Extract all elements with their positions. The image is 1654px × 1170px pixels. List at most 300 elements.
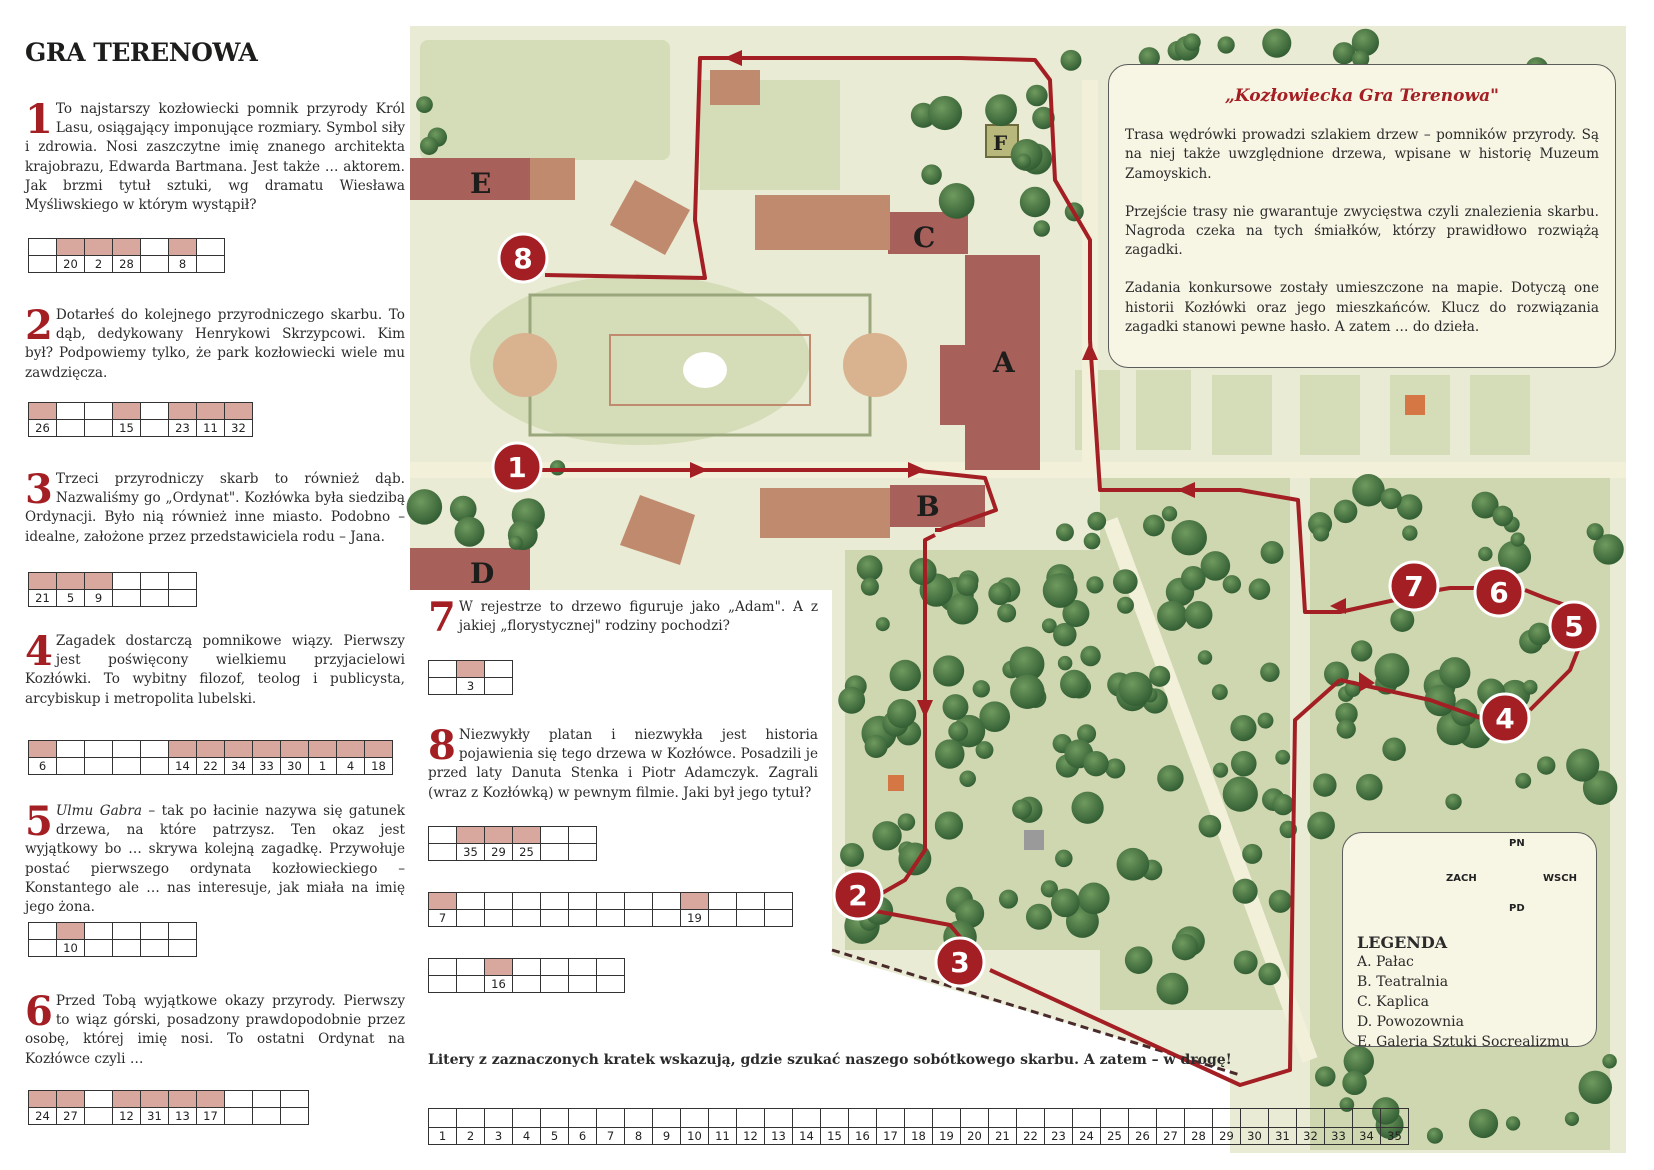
tree-icon: [943, 694, 969, 720]
final-letter-cell[interactable]: [877, 1109, 905, 1128]
number-cell: 17: [197, 1108, 225, 1125]
tree-icon: [1528, 623, 1551, 646]
number-cell: 22: [197, 758, 225, 775]
final-number-cell: 15: [821, 1128, 849, 1145]
letter-cell[interactable]: [485, 959, 513, 976]
letter-cell[interactable]: [85, 239, 113, 256]
letter-cell[interactable]: [429, 959, 457, 976]
route-stop-4: [1481, 694, 1529, 742]
letter-cell[interactable]: [485, 893, 513, 910]
final-letter-cell[interactable]: [681, 1109, 709, 1128]
tree-icon: [1249, 578, 1271, 600]
letter-cell[interactable]: [141, 923, 169, 940]
svg-text:6: 6: [1489, 576, 1509, 609]
question-number: 2: [25, 302, 53, 349]
letter-cell[interactable]: [141, 1091, 169, 1108]
question-5: [25, 798, 405, 917]
letter-cell[interactable]: [309, 741, 337, 758]
answer-grid-q5: [28, 922, 197, 957]
final-letter-cell[interactable]: [933, 1109, 961, 1128]
question-text: Dotarłeś do kolejnego przyrodniczego skarbu. To dąb, dedykowany Henrykowi Skrzypcowi. Kim był? Podpowiemy tylko, że park kozłowiecki wiele mu zawdzięcza.: [25, 307, 405, 381]
tree-icon: [898, 813, 915, 830]
final-number-cell: 28: [1185, 1128, 1213, 1145]
number-cell: 34: [225, 758, 253, 775]
legend-item-d: D. Powozownia: [1357, 1014, 1464, 1030]
final-number-cell: 32: [1297, 1128, 1325, 1145]
final-letter-cell[interactable]: [1353, 1109, 1381, 1128]
letter-cell[interactable]: [169, 923, 197, 940]
tree-icon: [1217, 36, 1234, 53]
final-number-cell: 35: [1381, 1128, 1409, 1145]
tree-icon: [840, 843, 864, 867]
tree-icon: [1125, 946, 1153, 974]
letter-cell[interactable]: [197, 741, 225, 758]
number-cell: [513, 910, 541, 927]
tree-icon: [1185, 601, 1213, 629]
tree-icon: [1223, 777, 1258, 812]
final-letter-cell[interactable]: [905, 1109, 933, 1128]
tree-icon: [1523, 680, 1538, 695]
route-stop-8: [499, 234, 547, 282]
tree-icon: [1071, 792, 1103, 824]
final-letter-cell[interactable]: [737, 1109, 765, 1128]
letter-cell[interactable]: [365, 741, 393, 758]
number-cell: 24: [29, 1108, 57, 1125]
tree-icon: [861, 578, 879, 596]
letter-A: A: [993, 346, 1015, 379]
letter-cell[interactable]: [281, 741, 309, 758]
letter-cell[interactable]: [569, 959, 597, 976]
letter-cell[interactable]: [253, 741, 281, 758]
number-cell: [141, 940, 169, 957]
final-number-cell: 4: [513, 1128, 541, 1145]
final-letter-cell[interactable]: [1157, 1109, 1185, 1128]
answer-grid-q6: [28, 1090, 309, 1125]
final-number-cell: 24: [1073, 1128, 1101, 1145]
tree-icon: [1602, 1054, 1617, 1069]
number-cell: 10: [57, 940, 85, 957]
letter-cell[interactable]: [57, 239, 85, 256]
final-letter-cell[interactable]: [653, 1109, 681, 1128]
final-letter-cell[interactable]: [1017, 1109, 1045, 1128]
final-number-cell: 34: [1353, 1128, 1381, 1145]
tree-icon: [887, 699, 916, 728]
tree-icon: [1275, 750, 1290, 765]
letter-cell[interactable]: [429, 893, 457, 910]
final-letter-cell[interactable]: [429, 1109, 457, 1128]
number-cell: [765, 910, 793, 927]
tree-icon: [956, 574, 978, 596]
letter-cell[interactable]: [253, 1091, 281, 1108]
letter-cell[interactable]: [457, 661, 485, 678]
route-stop-2: [834, 871, 882, 919]
letter-cell[interactable]: [29, 403, 57, 420]
letter-cell[interactable]: [569, 893, 597, 910]
tree-icon: [1261, 541, 1284, 564]
number-cell: [541, 976, 569, 993]
number-cell: 11: [197, 420, 225, 437]
final-letter-cell[interactable]: [625, 1109, 653, 1128]
tree-icon: [1033, 220, 1050, 237]
number-cell: [457, 976, 485, 993]
tree-icon: [1313, 525, 1329, 541]
letter-cell[interactable]: [57, 923, 85, 940]
number-cell: 7: [429, 910, 457, 927]
letter-cell[interactable]: [57, 741, 85, 758]
compass-south-label: PD: [1509, 903, 1525, 914]
letter-cell[interactable]: [513, 827, 541, 844]
tree-icon: [1162, 506, 1177, 521]
number-cell: [85, 420, 113, 437]
final-number-cell: 33: [1325, 1128, 1353, 1145]
final-number-cell: 2: [457, 1128, 485, 1145]
tree-icon: [1356, 774, 1383, 801]
number-cell: [29, 256, 57, 273]
final-letter-cell[interactable]: [1241, 1109, 1269, 1128]
tree-icon: [1333, 42, 1355, 64]
tree-icon: [1051, 888, 1080, 917]
letter-cell[interactable]: [513, 959, 541, 976]
letter-cell[interactable]: [485, 827, 513, 844]
number-cell: [141, 420, 169, 437]
final-letter-cell[interactable]: [1045, 1109, 1073, 1128]
letter-cell[interactable]: [197, 239, 225, 256]
final-letter-cell[interactable]: [821, 1109, 849, 1128]
final-number-cell: 23: [1045, 1128, 1073, 1145]
letter-cell[interactable]: [29, 573, 57, 590]
final-number-cell: 30: [1241, 1128, 1269, 1145]
tree-icon: [959, 770, 976, 787]
final-number-cell: 19: [933, 1128, 961, 1145]
letter-cell[interactable]: [541, 827, 569, 844]
number-cell: [709, 910, 737, 927]
number-cell: [737, 910, 765, 927]
number-cell: [429, 844, 457, 861]
letter-cell[interactable]: [457, 893, 485, 910]
number-cell: [597, 976, 625, 993]
question-number: 4: [25, 628, 53, 675]
number-cell: 23: [169, 420, 197, 437]
number-cell: [57, 420, 85, 437]
compass-west-label: ZACH: [1446, 873, 1477, 884]
route-stop-5: [1550, 602, 1598, 650]
final-letter-cell[interactable]: [961, 1109, 989, 1128]
tree-icon: [1478, 547, 1492, 561]
final-number-cell: 14: [793, 1128, 821, 1145]
number-cell: 28: [113, 256, 141, 273]
final-letter-cell[interactable]: [597, 1109, 625, 1128]
final-letter-cell[interactable]: [765, 1109, 793, 1128]
letter-cell[interactable]: [513, 893, 541, 910]
number-cell: [541, 844, 569, 861]
letter-F: F: [993, 131, 1008, 155]
tree-icon: [1579, 1071, 1612, 1104]
final-letter-cell[interactable]: [1073, 1109, 1101, 1128]
letter-cell[interactable]: [85, 573, 113, 590]
tree-icon: [988, 582, 1011, 605]
final-number-cell: 25: [1101, 1128, 1129, 1145]
tree-icon: [1381, 488, 1402, 509]
number-cell: [225, 1108, 253, 1125]
final-letter-cell[interactable]: [709, 1109, 737, 1128]
final-letter-cell[interactable]: [485, 1109, 513, 1128]
tree-icon: [1445, 794, 1461, 810]
tree-icon: [1231, 751, 1257, 777]
tree-icon: [928, 96, 962, 130]
number-cell: 13: [169, 1108, 197, 1125]
letter-cell[interactable]: [653, 893, 681, 910]
tree-icon: [1230, 715, 1256, 741]
number-cell: 2: [85, 256, 113, 273]
final-number-cell: 8: [625, 1128, 653, 1145]
tree-icon: [1511, 532, 1525, 546]
letter-cell[interactable]: [57, 403, 85, 420]
svg-text:3: 3: [950, 946, 970, 979]
letter-cell[interactable]: [197, 1091, 225, 1108]
tree-icon: [985, 94, 1017, 126]
tree-icon: [1010, 675, 1044, 709]
final-letter-cell[interactable]: [1325, 1109, 1353, 1128]
number-cell: [597, 910, 625, 927]
letter-cell[interactable]: [197, 403, 225, 420]
letter-cell[interactable]: [429, 827, 457, 844]
tree-icon: [1260, 663, 1279, 682]
letter-cell[interactable]: [225, 741, 253, 758]
question-number: 8: [428, 722, 456, 769]
question-7: [428, 594, 818, 641]
letter-cell[interactable]: [113, 239, 141, 256]
route-stop-1: [493, 443, 541, 491]
letter-cell[interactable]: [541, 959, 569, 976]
tree-icon: [455, 517, 485, 547]
letter-cell[interactable]: [429, 661, 457, 678]
info-box: [1108, 64, 1616, 368]
final-letter-cell[interactable]: [569, 1109, 597, 1128]
letter-cell[interactable]: [29, 741, 57, 758]
question-number: 7: [428, 594, 456, 641]
number-cell: [57, 758, 85, 775]
tree-icon: [1087, 512, 1106, 531]
tree-icon: [1012, 799, 1032, 819]
tree-icon: [872, 821, 901, 850]
final-number-cell: 12: [737, 1128, 765, 1145]
final-letter-cell[interactable]: [849, 1109, 877, 1128]
final-letter-cell[interactable]: [1213, 1109, 1241, 1128]
number-cell: 6: [29, 758, 57, 775]
number-cell: [429, 976, 457, 993]
number-cell: [141, 256, 169, 273]
answer-grid-q8-2: [428, 892, 793, 927]
letter-cell[interactable]: [57, 573, 85, 590]
number-cell: [569, 844, 597, 861]
letter-cell[interactable]: [225, 403, 253, 420]
question-text: To najstarszy kozłowiecki pomnik przyrody Król Lasu, osiągający imponujące rozmiary. Symbol siły i zdrowia. Nosi zaszczytne imię znanego architekta krajobrazu, Edwarda Bartmana. Jest także … aktorem. Jak brzmi tytuł sztuki, wg dramatu Wiesława Myśliwskiego w którym wystąpił?: [25, 101, 405, 214]
final-number-cell: 6: [569, 1128, 597, 1145]
tree-icon: [999, 890, 1018, 909]
number-cell: 9: [85, 590, 113, 607]
letter-cell[interactable]: [169, 239, 197, 256]
tree-icon: [1058, 656, 1073, 671]
number-cell: 27: [57, 1108, 85, 1125]
question-number: 1: [25, 96, 53, 143]
letter-cell[interactable]: [597, 959, 625, 976]
number-cell: [541, 910, 569, 927]
tree-icon: [420, 137, 438, 155]
page-title: GRA TERENOWA: [25, 38, 258, 67]
tree-icon: [1506, 1116, 1520, 1130]
number-cell: 18: [365, 758, 393, 775]
number-cell: 19: [681, 910, 709, 927]
final-number-cell: 27: [1157, 1128, 1185, 1145]
tree-icon: [1262, 29, 1291, 58]
letter-cell[interactable]: [737, 893, 765, 910]
number-cell: [197, 256, 225, 273]
number-cell: 4: [337, 758, 365, 775]
final-number-cell: 18: [905, 1128, 933, 1145]
letter-cell[interactable]: [29, 1091, 57, 1108]
final-number-cell: 1: [429, 1128, 457, 1145]
final-letter-cell[interactable]: [989, 1109, 1017, 1128]
number-cell: [513, 976, 541, 993]
letter-cell[interactable]: [141, 403, 169, 420]
letter-cell[interactable]: [169, 403, 197, 420]
tree-icon: [1374, 653, 1409, 688]
final-letter-cell[interactable]: [1381, 1109, 1409, 1128]
tree-icon: [876, 617, 890, 631]
letter-cell[interactable]: [281, 1091, 309, 1108]
tree-icon: [1390, 608, 1414, 632]
tree-icon: [1315, 1066, 1335, 1086]
letter-cell[interactable]: [457, 959, 485, 976]
final-number-cell: 21: [989, 1128, 1017, 1145]
number-cell: [429, 678, 457, 695]
tree-icon: [1272, 794, 1293, 815]
final-number-cell: 3: [485, 1128, 513, 1145]
tree-icon: [1086, 576, 1103, 593]
number-cell: [85, 758, 113, 775]
tree-icon: [1172, 520, 1207, 555]
tree-icon: [1234, 950, 1258, 974]
letter-cell[interactable]: [57, 1091, 85, 1108]
tree-icon: [973, 680, 990, 697]
letter-cell[interactable]: [541, 893, 569, 910]
route-stop-6: [1475, 568, 1523, 616]
legend-title: LEGENDA: [1357, 933, 1448, 952]
letter-D: D: [470, 557, 495, 590]
letter-cell[interactable]: [141, 239, 169, 256]
final-letter-cell[interactable]: [457, 1109, 485, 1128]
final-letter-cell[interactable]: [1269, 1109, 1297, 1128]
tree-icon: [1055, 850, 1073, 868]
number-cell: [113, 940, 141, 957]
letter-cell[interactable]: [113, 573, 141, 590]
final-number-cell: 17: [877, 1128, 905, 1145]
letter-cell[interactable]: [169, 741, 197, 758]
letter-cell[interactable]: [85, 741, 113, 758]
final-letter-cell[interactable]: [793, 1109, 821, 1128]
letter-cell[interactable]: [709, 893, 737, 910]
final-number-cell: 10: [681, 1128, 709, 1145]
number-cell: [485, 910, 513, 927]
number-cell: 5: [57, 590, 85, 607]
letter-cell[interactable]: [85, 923, 113, 940]
answer-grid-q1: [28, 238, 225, 273]
letter-cell[interactable]: [141, 741, 169, 758]
question-text: W rejestrze to drzewo figuruje jako „Adam". A z jakiej „florystycznej" rodziny pochodzi?: [458, 599, 818, 635]
letter-cell[interactable]: [169, 573, 197, 590]
tree-icon: [1043, 573, 1078, 608]
number-cell: 31: [141, 1108, 169, 1125]
tree-icon: [1565, 1112, 1579, 1126]
tree-icon: [1183, 33, 1201, 51]
tree-icon: [1117, 597, 1134, 614]
letter-cell[interactable]: [765, 893, 793, 910]
letter-cell[interactable]: [113, 923, 141, 940]
question-latin-name: Ulmu Gabra: [55, 803, 142, 819]
number-cell: [457, 910, 485, 927]
tree-icon: [407, 489, 442, 524]
tree-icon: [1157, 765, 1183, 791]
final-number-cell: 31: [1269, 1128, 1297, 1145]
letter-cell[interactable]: [625, 893, 653, 910]
letter-cell[interactable]: [457, 827, 485, 844]
answer-grid-q3: [28, 572, 197, 607]
letter-cell[interactable]: [29, 239, 57, 256]
number-cell: [253, 1108, 281, 1125]
final-letter-cell[interactable]: [1129, 1109, 1157, 1128]
answer-grid-q4: [28, 740, 393, 775]
route-stop-3: [936, 938, 984, 986]
tree-icon: [1242, 844, 1262, 864]
tree-icon: [1084, 533, 1101, 550]
tree-icon: [1427, 1128, 1443, 1144]
tree-icon: [939, 183, 975, 219]
compass-east-label: WSCH: [1543, 873, 1577, 884]
final-letter-cell[interactable]: [541, 1109, 569, 1128]
number-cell: [113, 758, 141, 775]
letter-cell[interactable]: [485, 661, 513, 678]
letter-cell[interactable]: [597, 893, 625, 910]
letter-cell[interactable]: [681, 893, 709, 910]
tree-icon: [1172, 934, 1199, 961]
tree-icon: [1156, 973, 1188, 1005]
final-letter-cell[interactable]: [513, 1109, 541, 1128]
question-6: [25, 988, 405, 1069]
letter-cell[interactable]: [113, 403, 141, 420]
letter-cell[interactable]: [113, 1091, 141, 1108]
letter-cell[interactable]: [169, 1091, 197, 1108]
tree-icon: [1352, 474, 1385, 507]
final-letter-cell[interactable]: [1297, 1109, 1325, 1128]
tree-icon: [1056, 523, 1074, 541]
tree-icon: [1113, 569, 1138, 594]
question-2: [25, 302, 405, 383]
final-letter-cell[interactable]: [1101, 1109, 1129, 1128]
final-instruction: Litery z zaznaczonych kratek wskazują, gdzie szukać naszego sobótkowego skarbu. A zatem – w drogę!: [428, 1052, 1232, 1068]
letter-cell[interactable]: [113, 741, 141, 758]
letter-cell[interactable]: [569, 827, 597, 844]
letter-cell[interactable]: [141, 573, 169, 590]
letter-cell[interactable]: [29, 923, 57, 940]
final-letter-cell[interactable]: [1185, 1109, 1213, 1128]
info-box-title: „Kozłowiecka Gra Terenowa": [1225, 86, 1499, 106]
final-number-cell: 22: [1017, 1128, 1045, 1145]
letter-cell[interactable]: [85, 1091, 113, 1108]
letter-cell[interactable]: [225, 1091, 253, 1108]
number-cell: [485, 678, 513, 695]
letter-cell[interactable]: [85, 403, 113, 420]
letter-cell[interactable]: [337, 741, 365, 758]
